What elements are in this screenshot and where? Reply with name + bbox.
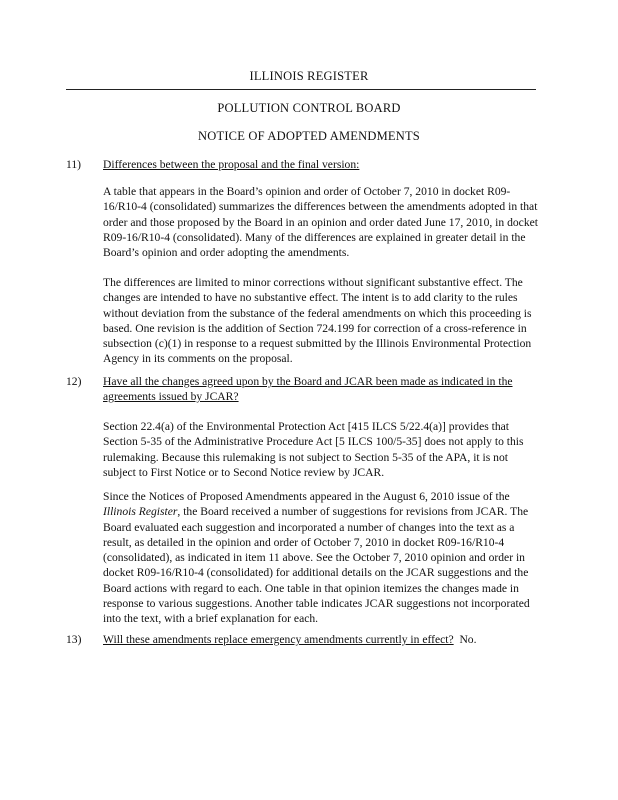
paragraph-text-start: Since the Notices of Proposed Amendments appeared in the August 6, 2010 issue of the — [103, 490, 510, 503]
item-12-paragraph-1: Section 22.4(a) of the Environmental Protection Act [415 ILCS 5/22.4(a)] provides that Section 5-35 of the Administrative Procedure Act [5 ILCS 100/5-35] does not apply to this rulemaking. Because this rulemaking is not subject to Section 5-35 of the APA, it is not subject to First Notice or to Second Notice review by JCAR. — [103, 420, 524, 479]
item-number: 13) — [66, 633, 82, 646]
header-rule — [66, 89, 536, 90]
item-question-line — [103, 632, 541, 647]
register-title: ILLINOIS REGISTER — [249, 69, 369, 83]
item-question: Will these amendments replace emergency amendments currently in effect? — [103, 633, 454, 646]
item-number: 12) — [66, 375, 82, 388]
item-12-paragraph-2 — [103, 489, 541, 627]
item-question: Differences between the proposal and the final version: — [103, 158, 360, 171]
paragraph-text-end: , the Board received a number of suggestions for revisions from JCAR. The Board evaluated each suggestion and incorporated a number of changes into the text as a result, as detailed in the opinion and order of October 7, 2010 in docket R09-16/R10-4 (consolidated), as indicated in item 11 above. See the October 7, 2010 opinion and order in docket R09-16/R10-4 (consolidated) for additional details on the JCAR suggestions and the Board actions with regard to each. One table in that opinion itemizes the changes made in response to various suggestions. Another table indicates JCAR suggestions not incorporated into the text, with a brief explanation for each. — [103, 505, 530, 626]
item-number: 11) — [66, 158, 82, 171]
agency-title: POLLUTION CONTROL BOARD — [217, 101, 401, 115]
notice-title: NOTICE OF ADOPTED AMENDMENTS — [198, 129, 420, 143]
publication-name: Illinois Register — [103, 505, 178, 519]
item-question: Have all the changes agreed upon by the Board and JCAR been made as indicated in the agreements issued by JCAR? — [103, 375, 513, 404]
item-11-paragraph-1: A table that appears in the Board’s opinion and order of October 7, 2010 in docket R09-16/R10-4 (consolidated) summarizes the differences between the amendments adopted in that order and those proposed by the Board in an opinion and order dated June 17, 2010, in docket R09-16/R10-4 (consolidated). Many of the differences are explained in greater detail in the Board’s opinion and order adopting the amendments. — [103, 185, 538, 260]
item-11-paragraph-2: The differences are limited to minor corrections without significant substantive effect. The changes are intended to have no substantive effect. The intent is to add clarity to the rules without deviation from the substance of the federal amendments on which this proceeding is based. One revision is the addition of Section 724.199 for correction of a cross-reference in subsection (c)(1) in response to a request submitted by the Illinois Environmental Protection Agency in its comments on the proposal. — [103, 276, 532, 366]
item-answer: No. — [459, 633, 477, 646]
